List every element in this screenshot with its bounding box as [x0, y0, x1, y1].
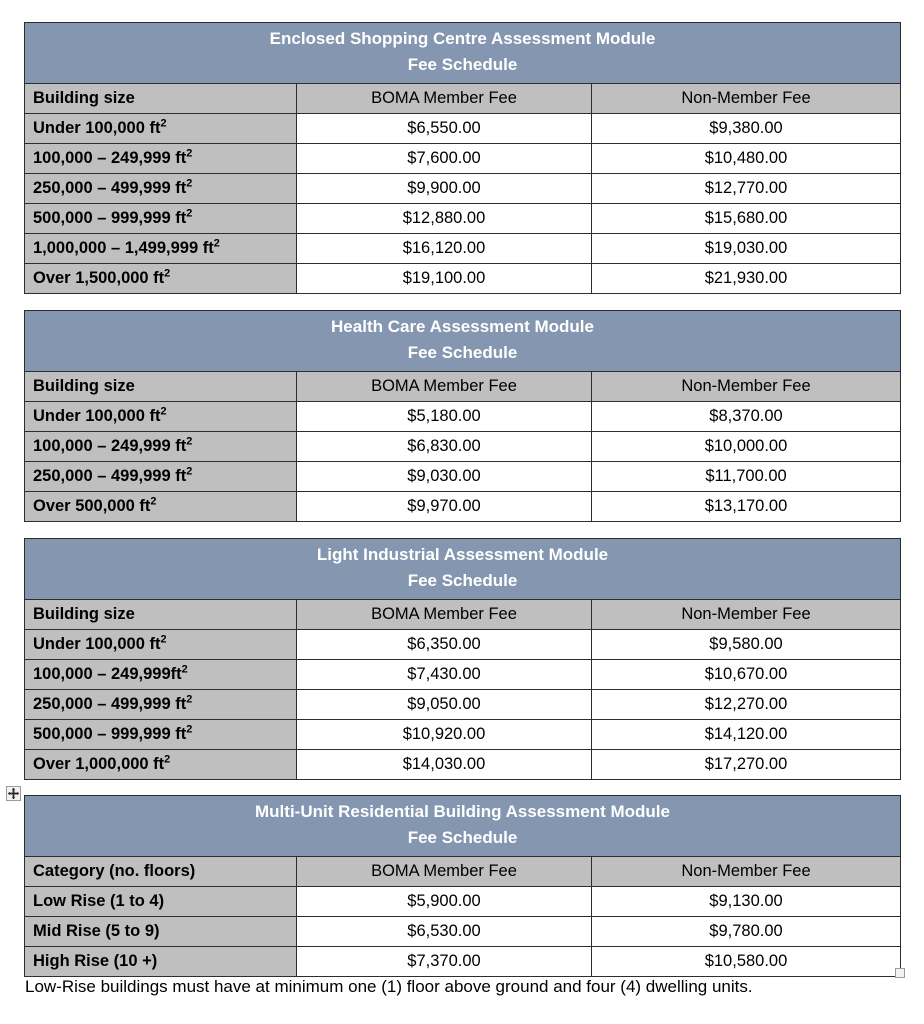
fee-table-health-care — [24, 310, 901, 522]
row-label: Over 1,000,000 $ft^2$ — [25, 750, 297, 780]
row-non-member-fee: $9,780.00 — [592, 917, 901, 947]
row-non-member-fee: $11,700.00 — [592, 462, 901, 492]
table-row — [25, 234, 901, 264]
row-member-fee: $6,530.00 — [297, 917, 592, 947]
row-label: Over 500,000 $ft^2$ — [25, 492, 297, 522]
table-header-row — [25, 372, 901, 402]
row-non-member-fee: $9,380.00 — [592, 114, 901, 144]
table-title-line2: Fee Schedule — [407, 343, 518, 362]
row-label: Low Rise (1 to 4) — [25, 887, 297, 917]
row-label: Under 100,000 $ft^2$ — [25, 402, 297, 432]
row-member-fee: $14,030.00 — [297, 750, 592, 780]
table-row — [25, 492, 901, 522]
row-member-fee: $19,100.00 — [297, 264, 592, 294]
column-header-building-size: Building size — [25, 84, 297, 114]
row-non-member-fee: $19,030.00 — [592, 234, 901, 264]
table-title — [25, 796, 901, 857]
row-non-member-fee: $10,480.00 — [592, 144, 901, 174]
row-label: Under 100,000 $ft^2$ — [25, 114, 297, 144]
column-header-building-size: Building size — [25, 600, 297, 630]
row-label: Under 100,000 $ft^2$ — [25, 630, 297, 660]
fee-table-enclosed-shopping-centre — [24, 22, 901, 294]
table-header-row — [25, 600, 901, 630]
column-header-member-fee: BOMA Member Fee — [297, 372, 592, 402]
table-title-line1: Multi-Unit Residential Building Assessment Module — [255, 802, 670, 821]
column-header-non-member-fee: Non-Member Fee — [592, 600, 901, 630]
table-resize-handle-icon[interactable] — [895, 968, 905, 978]
table-title-line1: Enclosed Shopping Centre Assessment Module — [269, 29, 656, 48]
row-non-member-fee: $10,580.00 — [592, 947, 901, 977]
row-label: 100,000 – 249,999 $ft^2$ — [25, 144, 297, 174]
row-label: 250,000 – 499,999 $ft^2$ — [25, 690, 297, 720]
table-row — [25, 264, 901, 294]
table-row — [25, 630, 901, 660]
table-title-line2: Fee Schedule — [407, 571, 518, 590]
row-member-fee: $9,030.00 — [297, 462, 592, 492]
table-title — [25, 539, 901, 600]
row-member-fee: $7,430.00 — [297, 660, 592, 690]
table-header-row — [25, 857, 901, 887]
table-row — [25, 947, 901, 977]
row-member-fee: $7,370.00 — [297, 947, 592, 977]
row-member-fee: $5,180.00 — [297, 402, 592, 432]
table-row — [25, 402, 901, 432]
row-non-member-fee: $13,170.00 — [592, 492, 901, 522]
table-title-line1: Health Care Assessment Module — [331, 317, 594, 336]
table-title-row — [25, 23, 901, 84]
table-row — [25, 144, 901, 174]
table-row — [25, 690, 901, 720]
row-non-member-fee: $9,130.00 — [592, 887, 901, 917]
column-header-member-fee: BOMA Member Fee — [297, 600, 592, 630]
row-label: 250,000 – 499,999 $ft^2$ — [25, 174, 297, 204]
row-label: 100,000 – 249,999 $ft^2$ — [25, 432, 297, 462]
row-member-fee: $6,830.00 — [297, 432, 592, 462]
row-member-fee: $9,970.00 — [297, 492, 592, 522]
row-member-fee: $12,880.00 — [297, 204, 592, 234]
row-non-member-fee: $9,580.00 — [592, 630, 901, 660]
column-header-non-member-fee: Non-Member Fee — [592, 84, 901, 114]
row-non-member-fee: $15,680.00 — [592, 204, 901, 234]
row-member-fee: $6,350.00 — [297, 630, 592, 660]
table-row — [25, 917, 901, 947]
row-member-fee: $9,050.00 — [297, 690, 592, 720]
table-row — [25, 432, 901, 462]
table-row — [25, 720, 901, 750]
row-non-member-fee: $12,770.00 — [592, 174, 901, 204]
row-label: 250,000 – 499,999 $ft^2$ — [25, 462, 297, 492]
table-row — [25, 114, 901, 144]
table-title-line2: Fee Schedule — [407, 828, 518, 847]
column-header-non-member-fee: Non-Member Fee — [592, 857, 901, 887]
table-title — [25, 311, 901, 372]
footnote-text: Low-Rise buildings must have at minimum one (1) floor above ground and four (4) dwelling units. — [25, 977, 753, 996]
fee-table-multi-unit-residential — [24, 795, 901, 977]
table-title-row — [25, 311, 901, 372]
table-row — [25, 462, 901, 492]
table-title — [25, 23, 901, 84]
row-label: 500,000 – 999,999 $ft^2$ — [25, 720, 297, 750]
row-label: $100,000 - 249,999ft^2$ — [25, 660, 297, 690]
column-header-non-member-fee: Non-Member Fee — [592, 372, 901, 402]
row-member-fee: $7,600.00 — [297, 144, 592, 174]
table-title-line2: Fee Schedule — [407, 55, 518, 74]
table-row — [25, 887, 901, 917]
table-row — [25, 174, 901, 204]
row-member-fee: $10,920.00 — [297, 720, 592, 750]
row-member-fee: $16,120.00 — [297, 234, 592, 264]
row-non-member-fee: $14,120.00 — [592, 720, 901, 750]
table-row — [25, 660, 901, 690]
table-row — [25, 750, 901, 780]
row-label: Mid Rise (5 to 9) — [25, 917, 297, 947]
table-row — [25, 204, 901, 234]
row-label: 500,000 – 999,999 $ft^2$ — [25, 204, 297, 234]
column-header-member-fee: BOMA Member Fee — [297, 84, 592, 114]
column-header-building-size: Building size — [25, 372, 297, 402]
row-non-member-fee: $8,370.00 — [592, 402, 901, 432]
table-title-row — [25, 796, 901, 857]
table-header-row — [25, 84, 901, 114]
row-label: High Rise (10 +) — [25, 947, 297, 977]
fee-table-light-industrial — [24, 538, 901, 780]
row-member-fee: $6,550.00 — [297, 114, 592, 144]
row-label: 1,000,000 – 1,499,999 $ft^2$ — [25, 234, 297, 264]
row-non-member-fee: $10,000.00 — [592, 432, 901, 462]
row-non-member-fee: $21,930.00 — [592, 264, 901, 294]
row-non-member-fee: $12,270.00 — [592, 690, 901, 720]
row-member-fee: $5,900.00 — [297, 887, 592, 917]
row-label: Over 1,500,000 $ft^2$ — [25, 264, 297, 294]
row-member-fee: $9,900.00 — [297, 174, 592, 204]
column-header-category: Category (no. floors) — [25, 857, 297, 887]
table-title-line1: Light Industrial Assessment Module — [316, 545, 609, 564]
table-move-handle-icon[interactable] — [6, 786, 21, 801]
row-non-member-fee: $10,670.00 — [592, 660, 901, 690]
column-header-member-fee: BOMA Member Fee — [297, 857, 592, 887]
table-title-row — [25, 539, 901, 600]
row-non-member-fee: $17,270.00 — [592, 750, 901, 780]
